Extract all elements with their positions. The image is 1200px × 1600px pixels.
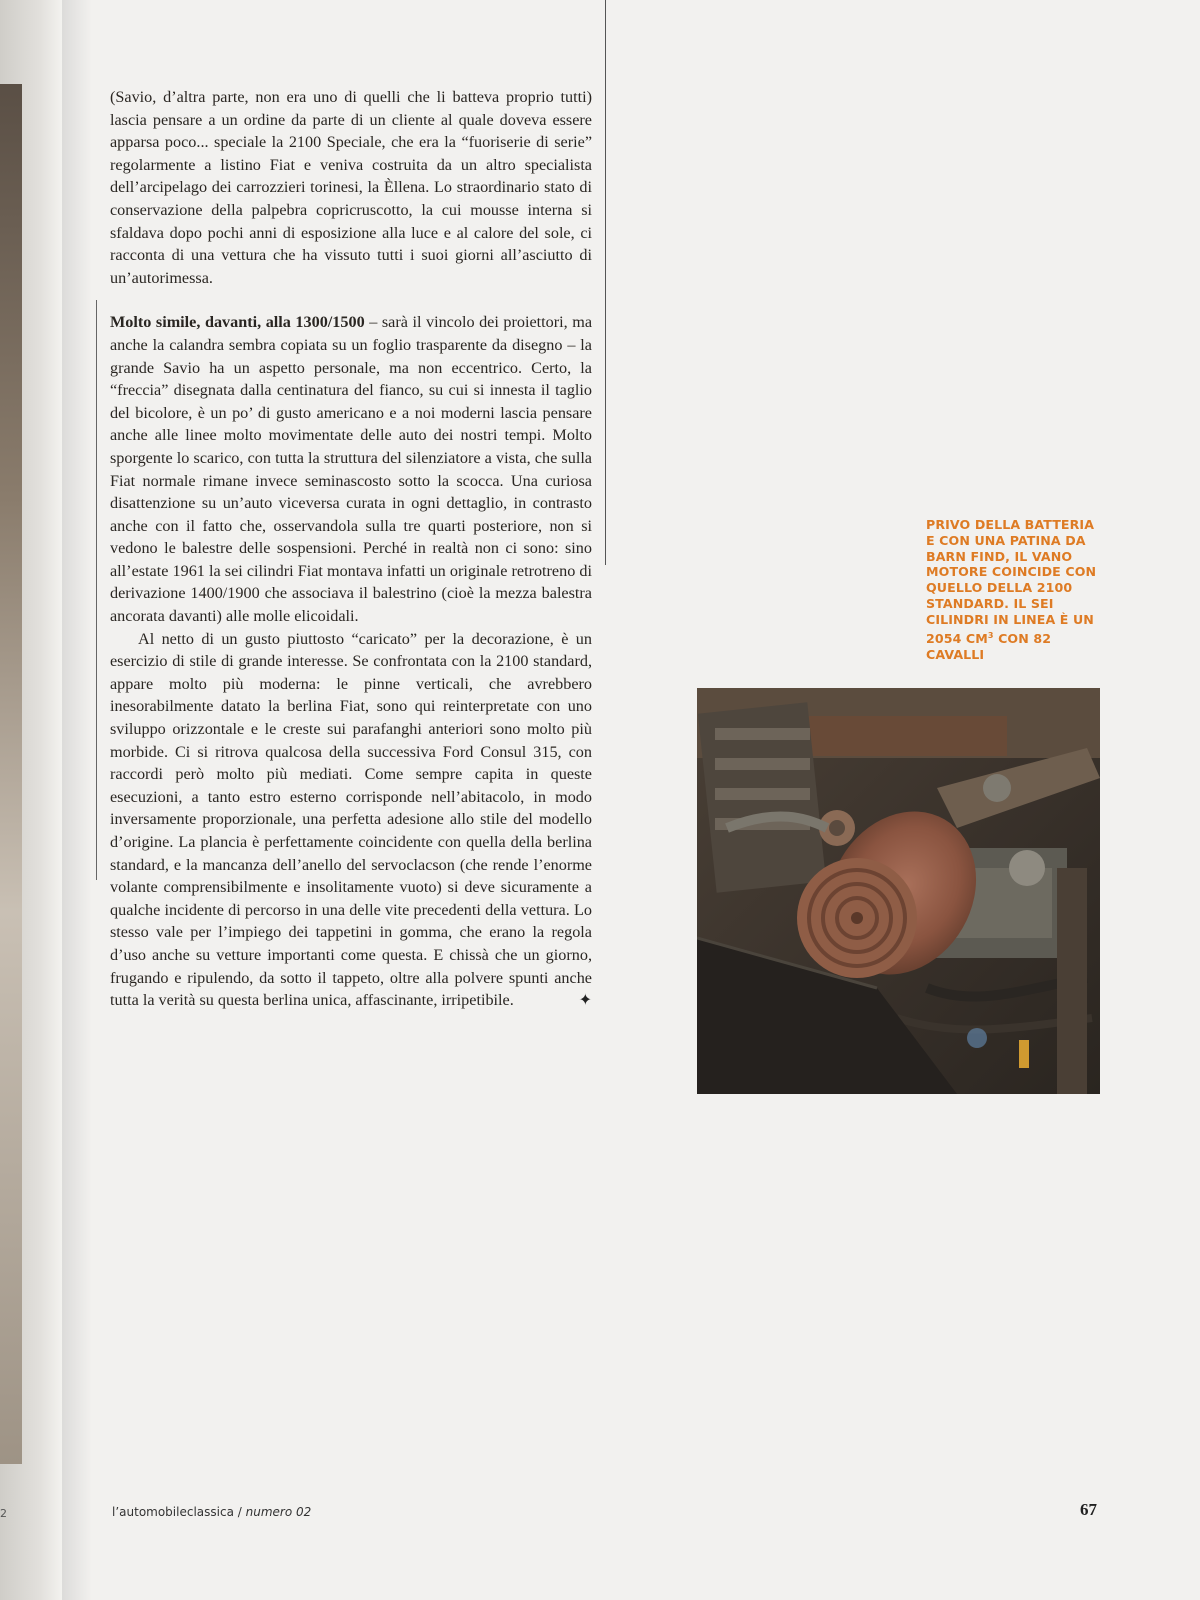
page-number: 67 (1080, 1500, 1097, 1519)
column-rule-top (605, 0, 606, 565)
paragraph-lead-in: Molto simile, davanti, alla 1300/1500 (110, 313, 365, 332)
publication-name: l’automobileclassica (112, 1505, 234, 1519)
issue-number: numero 02 (245, 1505, 312, 1519)
footer-publication (112, 1505, 311, 1519)
caption-text-end: CON 82 CAVALLI (926, 630, 1052, 662)
gutter-shadow (62, 0, 92, 1600)
article-paragraph-1: (Savio, d’altra parte, non era uno di quelli che li batteva proprio tutti) lascia pensare a un ordine da parte di un cliente al quale doveva essere apparsa poco... speciale la 2100 Speciale, che era la “fuoriserie di serie” regolarmente a listino Fiat e veniva costruita da un altro specialista dell’arcipelago dei carrozzieri torinesi, la Èllena. Lo straordinario stato di conservazione della palpebra copricruscotto, la cui mousse interna si sfaldava dopo pochi anni di esposizione alla luce e al calore del sole, ci racconta di una vettura che ha vissuto tutti i suoi giorni all’asciutto di un’autorimessa. (110, 88, 592, 287)
article-body (110, 86, 592, 1012)
engine-bay-photo (697, 688, 1100, 1094)
article-paragraph-3: Al netto di un gusto piuttosto “caricato” per la decorazione, è un esercizio di stile di grande interesse. Se confrontata con la 2100 standard, appare molto più moderna: le pinne verticali, che avrebbero inesorabilmente datato la berlina Fiat, sono qui reinterpretate con uno sviluppo orizzontale e le creste sui parafanghi anteriori sono molto più morbide. Ci si ritrova qualcosa della successiva Ford Consul 315, con raccordi però molto più mediati. Come sempre capita in queste esecuzioni, a tanto estro esterno corrisponde nell’abitacolo, in modo inversamente proporzionale, una perfetta adesione allo stile del modello d’origine. La plancia è perfettamente coincidente con quella della berlina standard, e la mancanza dell’anello del servoclacson (che rende l’enorme volante comprensibilmente e insolitamente vuoto) si deve sicuramente a qualche incidente di percorso in una delle vite precedenti della vettura. Lo stesso vale per l’impiego dei tappetini in gomma, che erano la regola d’uso anche su vetture importanti come questa. E chissà che un giorno, frugando e ripulendo, da sotto il tappeto, oltre alla polvere spunti anche tutta la verità su questa berlina unica, affascinante, irripetibile. (110, 629, 592, 1010)
previous-page-number: 2 (0, 1507, 7, 1520)
caption-superscript: 3 (987, 630, 994, 640)
end-of-article-icon: ✦ (578, 991, 592, 1009)
paragraph-2-body: – sarà il vincolo dei proiettori, ma anche la calandra sembra copiata su un foglio trasparente da disegno – la grande Savio ha un aspetto personale, ma non eccentrico. Certo, la “freccia” disegnata dalla centinatura del fianco, su cui si innesta il taglio del bicolore, è un po’ di gusto americano e a noi moderni lascia pensare anche alle linee molto movimentate delle auto dei nostri tempi. Molto sporgente lo scarico, con tutta la struttura del silenziatore a vista, che sulla Fiat normale rimane invece seminascosto sotto la scocca. Una curiosa disattenzione su un’auto viceversa curata in ogni dettaglio, in contrasto anche con il fatto che, osservandola sulla tre quarti posteriore, non si vedono le balestre delle sospensioni. Perché in realtà non ci sono: sino all’estate 1961 la sei cilindri Fiat montava infatti un originale retrotreno di derivazione 1400/1900 che associava il balestrino (cioè la mezza balestra ancorata davanti) alle molle elicoidali. (110, 313, 593, 626)
caption-text: PRIVO DELLA BATTERIA E CON UNA PATINA DA BARN FIND, IL VANO MOTORE COINCIDE CON QUELLO DELLA 2100 STANDARD. IL SEI CILINDRI IN LINEA È UN 2054 CM (926, 517, 1097, 646)
photo-caption (926, 517, 1106, 662)
previous-page-photo-strip (0, 84, 22, 1464)
column-rule-left (96, 300, 97, 880)
footer-separator: / (233, 1505, 246, 1519)
article-paragraph-2 (110, 311, 592, 627)
